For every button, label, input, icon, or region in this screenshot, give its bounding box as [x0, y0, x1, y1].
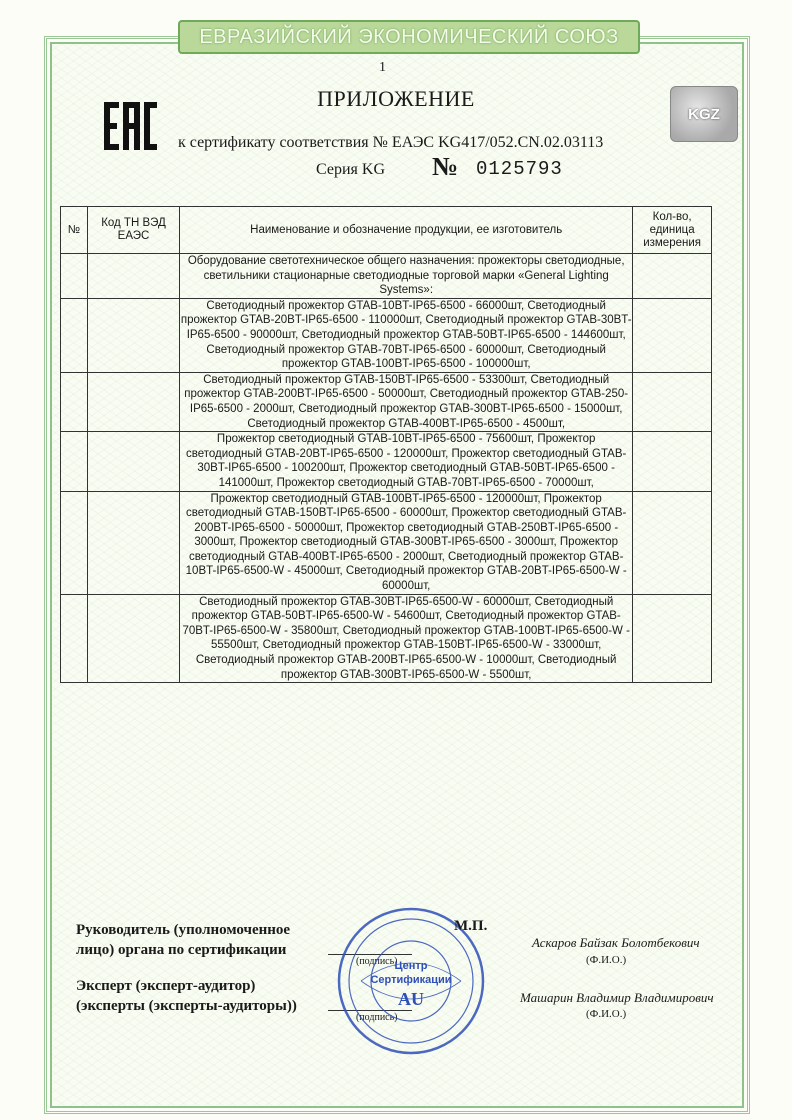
product-description: Светодиодный прожектор GTAB-150BT-IP65-6500 - 53300шт, Светодиодный прожектор GTAB-200BT-IP65-6500 - 50000шт, Светодиодный прожектор GTAB-250-IP65-6500 - 2000шт, Светодиодный прожектор GTAB-300BT-IP65-6500 - 15000шт, Светодиодный прожектор GTAB-400BT-IP65-6500 - 4500шт, [180, 372, 633, 431]
table-row [61, 254, 712, 299]
head-signature-caption: (подпись) [356, 956, 398, 967]
product-table [60, 206, 712, 683]
product-description: Прожектор светодиодный GTAB-100BT-IP65-6500 - 120000шт, Прожектор светодиодный GTAB-150BT-IP65-6500 - 60000шт, Прожектор светодиодный GTAB-200BT-IP65-6500 - 50000шт, Прожектор светодиодный GTAB-250BT-IP65-6500 - 3000шт, Прожектор светодиодный GTAB-300BT-IP65-6500 - 3000шт, Прожектор светодиодный GTAB-400BT-IP65-6500 - 2000шт, Светодиодный прожектор GTAB-10BT-IP65-6500-W - 45000шт, Светодиодный прожектор GTAB-20BT-IP65-6500-W - 60000шт, [180, 491, 633, 594]
number-sign: № [432, 152, 459, 181]
expert-fio-caption: (Ф.И.О.) [586, 1008, 627, 1020]
table-row [61, 491, 712, 594]
expert-label [76, 976, 297, 1016]
stamp-center-line1: Центр [394, 960, 428, 972]
head-fio-caption: (Ф.И.О.) [586, 954, 627, 966]
certificate-reference: к сертификату соответствия № ЕАЭС KG417/052.CN.02.03113 [178, 134, 604, 151]
expert-name: Машарин Владимир Владимирович [520, 990, 714, 1005]
product-description: Прожектор светодиодный GTAB-10BT-IP65-6500 - 75600шт, Прожектор светодиодный GTAB-20BT-IP65-6500 - 120000шт, Прожектор светодиодный GTAB-30BT-IP65-6500 - 100200шт, Прожектор светодиодный GTAB-50BT-IP65-6500 - 141000шт, Прожектор светодиодный GTAB-70BT-IP65-6500 - 70000шт, [180, 432, 633, 491]
head-label-line1: Руководитель (уполномоченное [76, 922, 291, 938]
page-title: ПРИЛОЖЕНИЕ [317, 86, 475, 111]
table-row [61, 298, 712, 372]
header-no: № [61, 207, 88, 254]
table-row [61, 594, 712, 683]
eac-mark-icon [102, 100, 158, 152]
hologram-text: KGZ [688, 105, 720, 123]
hologram-sticker [670, 86, 738, 142]
head-of-body-label [76, 920, 290, 960]
product-description: Светодиодный прожектор GTAB-30BT-IP65-6500-W - 60000шт, Светодиодный прожектор GTAB-50BT-IP65-6500-W - 54600шт, Светодиодный прожектор GTAB-70BT-IP65-6500-W - 35800шт, Светодиодный прожектор GTAB-100BT-IP65-6500-W - 55500шт, Светодиодный прожектор GTAB-150BT-IP65-6500-W - 33000шт, Светодиодный прожектор GTAB-200BT-IP65-6500-W - 10000шт, Светодиодный прожектор GTAB-300BT-IP65-6500-W - 5500шт, [180, 594, 633, 683]
page-number: 1 [379, 60, 386, 75]
serial-number: 0125793 [476, 158, 563, 180]
product-description: Оборудование светотехническое общего назначения: прожекторы светодиодные, светильники стационарные светодиодные торговой марки «General Lighting Systems»: [180, 254, 633, 299]
stamp-center-line2: Сертификации [370, 974, 452, 986]
seal-place-label: М.П. [454, 918, 488, 934]
header-name: Наименование и обозначение продукции, ее изготовитель [180, 207, 633, 254]
series-label: Серия KG [316, 161, 385, 178]
product-description: Светодиодный прожектор GTAB-10BT-IP65-6500 - 66000шт, Светодиодный прожектор GTAB-20BT-IP65-6500 - 110000шт, Светодиодный прожектор GTAB-30BT-IP65-6500 - 90000шт, Светодиодный прожектор GTAB-50BT-IP65-6500 - 144600шт, Светодиодный прожектор GTAB-70BT-IP65-6500 - 60000шт, Светодиодный прожектор GTAB-100BT-IP65-6500 - 100000шт, [180, 298, 633, 372]
table-row [61, 432, 712, 491]
expert-signature-caption: (подпись) [356, 1012, 398, 1023]
header-code: Код ТН ВЭД ЕАЭС [87, 207, 179, 254]
head-label-line2: лицо) органа по сертификации [76, 942, 287, 958]
table-header-row [61, 207, 712, 254]
table-row [61, 372, 712, 431]
head-name: Аскаров Байзак Болотбекович [532, 935, 700, 950]
stamp-logo: AU [398, 989, 424, 1009]
union-banner: ЕВРАЗИЙСКИЙ ЭКОНОМИЧЕСКИЙ СОЮЗ [178, 20, 640, 54]
header-qty: Кол-во, единица измерения [633, 207, 712, 254]
expert-label-line1: Эксперт (эксперт-аудитор) [76, 978, 256, 994]
expert-label-line2: (эксперты (эксперты-аудиторы)) [76, 998, 297, 1014]
